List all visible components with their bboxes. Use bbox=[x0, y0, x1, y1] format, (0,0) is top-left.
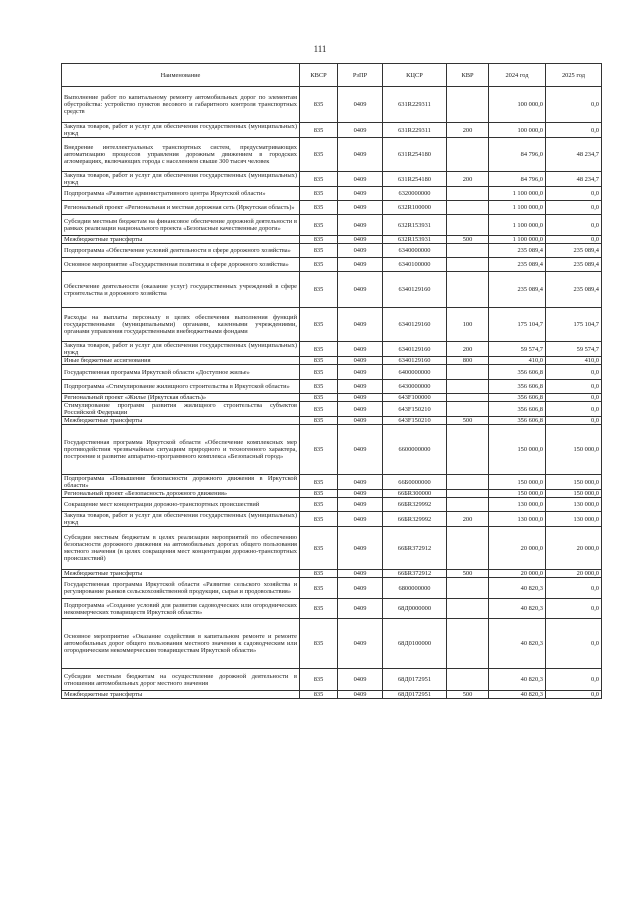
row-rzpr: 0409 bbox=[338, 570, 383, 578]
row-kcsr: 6340129160 bbox=[383, 342, 447, 357]
row-kvsr: 835 bbox=[300, 475, 338, 490]
row-rzpr: 0409 bbox=[338, 308, 383, 342]
row-amount-2024: 20 000,0 bbox=[489, 570, 546, 578]
row-name: Иные бюджетные ассигнования bbox=[62, 357, 300, 365]
row-amount-2025: 130 000,0 bbox=[546, 498, 602, 512]
row-kcsr: 66БR329992 bbox=[383, 512, 447, 527]
row-kvsr: 835 bbox=[300, 512, 338, 527]
row-kvsr: 835 bbox=[300, 402, 338, 417]
row-kvr bbox=[447, 365, 489, 380]
row-kvr bbox=[447, 599, 489, 619]
row-rzpr: 0409 bbox=[338, 417, 383, 425]
row-kvsr: 835 bbox=[300, 498, 338, 512]
row-name: Закупка товаров, работ и услуг для обеспечения государственных (муниципальных) нужд bbox=[62, 342, 300, 357]
col-header-rzpr: РзПР bbox=[338, 64, 383, 87]
row-name: Региональный проект «Безопасность дорожного движения» bbox=[62, 490, 300, 498]
row-rzpr: 0409 bbox=[338, 201, 383, 215]
row-kcsr: 632R100000 bbox=[383, 201, 447, 215]
row-name: Субсидии местным бюджетам на осуществление дорожной деятельности в отношении автомобильных дорог местного значения bbox=[62, 669, 300, 691]
row-amount-2024: 130 000,0 bbox=[489, 498, 546, 512]
row-kvr bbox=[447, 578, 489, 599]
row-kvsr: 835 bbox=[300, 669, 338, 691]
row-rzpr: 0409 bbox=[338, 87, 383, 123]
budget-table bbox=[61, 63, 602, 699]
row-name: Основное мероприятие «Государственная политика в сфере дорожного хозяйства» bbox=[62, 258, 300, 272]
row-amount-2025: 0,0 bbox=[546, 365, 602, 380]
row-rzpr: 0409 bbox=[338, 394, 383, 402]
row-name: Государственная программа Иркутской области «Доступное жилье» bbox=[62, 365, 300, 380]
row-kcsr: 6800000000 bbox=[383, 578, 447, 599]
table-row bbox=[62, 490, 602, 498]
row-name: Государственная программа Иркутской области «Развитие сельского хозяйства и регулирование рынков сельскохозяйственной продукции, сырья и продовольствия» bbox=[62, 578, 300, 599]
table-row bbox=[62, 365, 602, 380]
row-amount-2024: 84 796,0 bbox=[489, 138, 546, 172]
table-row bbox=[62, 691, 602, 699]
row-name: Закупка товаров, работ и услуг для обеспечения государственных (муниципальных) нужд bbox=[62, 512, 300, 527]
row-kvr bbox=[447, 402, 489, 417]
row-rzpr: 0409 bbox=[338, 365, 383, 380]
row-kvr bbox=[447, 527, 489, 570]
row-kvr: 100 bbox=[447, 308, 489, 342]
table-row bbox=[62, 357, 602, 365]
row-amount-2024: 1 100 000,0 bbox=[489, 215, 546, 236]
col-header-2024: 2024 год bbox=[489, 64, 546, 87]
row-name: Государственная программа Иркутской области «Обеспечение комплексных мер противодействия чрезвычайным ситуациям природного и техногенного характера, построение и развитие аппаратно-программного комплекса «Безопасный город» bbox=[62, 425, 300, 475]
row-name: Межбюджетные трансферты bbox=[62, 236, 300, 244]
row-kvr: 500 bbox=[447, 570, 489, 578]
row-kvsr: 835 bbox=[300, 691, 338, 699]
row-kvsr: 835 bbox=[300, 527, 338, 570]
row-kvr: 500 bbox=[447, 417, 489, 425]
row-kvr bbox=[447, 425, 489, 475]
row-amount-2024: 84 796,0 bbox=[489, 172, 546, 187]
row-amount-2025: 20 000,0 bbox=[546, 527, 602, 570]
row-kvsr: 835 bbox=[300, 417, 338, 425]
row-kcsr: 6340129160 bbox=[383, 272, 447, 308]
row-amount-2025: 0,0 bbox=[546, 215, 602, 236]
row-rzpr: 0409 bbox=[338, 619, 383, 669]
row-rzpr: 0409 bbox=[338, 236, 383, 244]
table-row bbox=[62, 308, 602, 342]
table-row bbox=[62, 425, 602, 475]
row-kcsr: 6320000000 bbox=[383, 187, 447, 201]
row-kcsr: 631R254180 bbox=[383, 138, 447, 172]
row-kvsr: 835 bbox=[300, 308, 338, 342]
table-row bbox=[62, 394, 602, 402]
row-amount-2025: 0,0 bbox=[546, 669, 602, 691]
table-row bbox=[62, 402, 602, 417]
row-rzpr: 0409 bbox=[338, 244, 383, 258]
row-kvr bbox=[447, 215, 489, 236]
row-amount-2025: 0,0 bbox=[546, 201, 602, 215]
row-amount-2024: 150 000,0 bbox=[489, 475, 546, 490]
row-name: Подпрограмма «Создание условий для развития садоводческих или огороднических некоммерческих товариществ Иркутской области» bbox=[62, 599, 300, 619]
row-kvr: 200 bbox=[447, 512, 489, 527]
row-kvsr: 835 bbox=[300, 244, 338, 258]
row-amount-2025: 150 000,0 bbox=[546, 475, 602, 490]
row-amount-2025: 20 000,0 bbox=[546, 570, 602, 578]
row-amount-2025: 0,0 bbox=[546, 380, 602, 394]
col-header-name: Наименование bbox=[62, 64, 300, 87]
row-amount-2024: 40 820,3 bbox=[489, 619, 546, 669]
row-rzpr: 0409 bbox=[338, 475, 383, 490]
row-kvr: 200 bbox=[447, 342, 489, 357]
row-kvsr: 835 bbox=[300, 357, 338, 365]
row-kcsr: 68Д0172951 bbox=[383, 669, 447, 691]
row-kcsr: 68Д0172951 bbox=[383, 691, 447, 699]
row-amount-2024: 150 000,0 bbox=[489, 425, 546, 475]
row-amount-2024: 1 100 000,0 bbox=[489, 236, 546, 244]
row-name: Основное мероприятие «Оказание содействия в капитальном ремонте и ремонте автомобильных дорог общего пользования местного значения к садоводческим или огородническим некоммерческим товариществам Иркутской области» bbox=[62, 619, 300, 669]
row-kvsr: 835 bbox=[300, 215, 338, 236]
row-kvr bbox=[447, 669, 489, 691]
row-rzpr: 0409 bbox=[338, 172, 383, 187]
row-amount-2025: 0,0 bbox=[546, 236, 602, 244]
row-kvsr: 835 bbox=[300, 599, 338, 619]
table-row bbox=[62, 258, 602, 272]
row-kcsr: 632R153931 bbox=[383, 215, 447, 236]
row-amount-2024: 20 000,0 bbox=[489, 527, 546, 570]
row-kvsr: 835 bbox=[300, 380, 338, 394]
row-rzpr: 0409 bbox=[338, 123, 383, 138]
page-number: 111 bbox=[313, 44, 327, 54]
row-amount-2025: 59 574,7 bbox=[546, 342, 602, 357]
row-name: Межбюджетные трансферты bbox=[62, 570, 300, 578]
table-row bbox=[62, 138, 602, 172]
row-kvr: 500 bbox=[447, 691, 489, 699]
table-row bbox=[62, 236, 602, 244]
row-name: Стимулирование программ развития жилищного строительства субъектов Российской Федерации bbox=[62, 402, 300, 417]
row-amount-2024: 100 000,0 bbox=[489, 123, 546, 138]
row-rzpr: 0409 bbox=[338, 138, 383, 172]
row-name: Закупка товаров, работ и услуг для обеспечения государственных (муниципальных) нужд bbox=[62, 172, 300, 187]
table-row bbox=[62, 599, 602, 619]
row-kvr bbox=[447, 498, 489, 512]
row-amount-2025: 0,0 bbox=[546, 187, 602, 201]
row-amount-2024: 410,0 bbox=[489, 357, 546, 365]
row-name: Закупка товаров, работ и услуг для обеспечения государственных (муниципальных) нужд bbox=[62, 123, 300, 138]
row-name: Межбюджетные трансферты bbox=[62, 417, 300, 425]
row-rzpr: 0409 bbox=[338, 357, 383, 365]
row-amount-2025: 48 234,7 bbox=[546, 172, 602, 187]
row-name: Сокращение мест концентрации дорожно-транспортных происшествий bbox=[62, 498, 300, 512]
row-rzpr: 0409 bbox=[338, 258, 383, 272]
table-row bbox=[62, 172, 602, 187]
row-amount-2025: 235 089,4 bbox=[546, 272, 602, 308]
table-row bbox=[62, 475, 602, 490]
row-rzpr: 0409 bbox=[338, 272, 383, 308]
row-amount-2024: 235 089,4 bbox=[489, 258, 546, 272]
row-amount-2025: 0,0 bbox=[546, 123, 602, 138]
col-header-kcsr: КЦСР bbox=[383, 64, 447, 87]
row-kvsr: 835 bbox=[300, 394, 338, 402]
row-kcsr: 6340000000 bbox=[383, 244, 447, 258]
row-kcsr: 66БR372912 bbox=[383, 570, 447, 578]
row-amount-2025: 130 000,0 bbox=[546, 512, 602, 527]
table-row bbox=[62, 527, 602, 570]
row-kcsr: 631R229311 bbox=[383, 123, 447, 138]
row-kvr: 200 bbox=[447, 123, 489, 138]
row-kvsr: 835 bbox=[300, 578, 338, 599]
row-kcsr: 6430000000 bbox=[383, 380, 447, 394]
row-rzpr: 0409 bbox=[338, 498, 383, 512]
row-kcsr: 643F150210 bbox=[383, 402, 447, 417]
row-amount-2025: 150 000,0 bbox=[546, 490, 602, 498]
row-kvr: 500 bbox=[447, 236, 489, 244]
row-kvr bbox=[447, 187, 489, 201]
table-row bbox=[62, 244, 602, 258]
table-row bbox=[62, 123, 602, 138]
row-kvsr: 835 bbox=[300, 123, 338, 138]
row-amount-2025: 0,0 bbox=[546, 619, 602, 669]
row-amount-2024: 130 000,0 bbox=[489, 512, 546, 527]
row-amount-2024: 59 574,7 bbox=[489, 342, 546, 357]
row-kcsr: 6340129160 bbox=[383, 357, 447, 365]
row-amount-2024: 150 000,0 bbox=[489, 490, 546, 498]
table-row bbox=[62, 570, 602, 578]
col-header-kvr: КВР bbox=[447, 64, 489, 87]
table-row bbox=[62, 342, 602, 357]
row-name: Подпрограмма «Обеспечение условий деятельности в сфере дорожного хозяйства» bbox=[62, 244, 300, 258]
row-kvsr: 835 bbox=[300, 425, 338, 475]
row-amount-2024: 40 820,3 bbox=[489, 691, 546, 699]
table-row bbox=[62, 215, 602, 236]
row-name: Подпрограмма «Повышение безопасности дорожного движения в Иркутской области» bbox=[62, 475, 300, 490]
row-kvr bbox=[447, 475, 489, 490]
row-amount-2025: 0,0 bbox=[546, 417, 602, 425]
row-kvr bbox=[447, 490, 489, 498]
row-kcsr: 68Д0000000 bbox=[383, 599, 447, 619]
row-kvsr: 835 bbox=[300, 272, 338, 308]
row-kvsr: 835 bbox=[300, 258, 338, 272]
row-kcsr: 632R153931 bbox=[383, 236, 447, 244]
row-amount-2024: 235 089,4 bbox=[489, 272, 546, 308]
row-kvsr: 835 bbox=[300, 365, 338, 380]
row-name: Межбюджетные трансферты bbox=[62, 691, 300, 699]
row-rzpr: 0409 bbox=[338, 490, 383, 498]
row-kcsr: 68Д0100000 bbox=[383, 619, 447, 669]
row-rzpr: 0409 bbox=[338, 380, 383, 394]
row-rzpr: 0409 bbox=[338, 527, 383, 570]
row-amount-2024: 356 606,8 bbox=[489, 380, 546, 394]
table-row bbox=[62, 187, 602, 201]
row-kvsr: 835 bbox=[300, 187, 338, 201]
table-header-row bbox=[62, 64, 602, 87]
row-rzpr: 0409 bbox=[338, 342, 383, 357]
row-kvr: 200 bbox=[447, 172, 489, 187]
row-kvr bbox=[447, 619, 489, 669]
table-row bbox=[62, 380, 602, 394]
row-rzpr: 0409 bbox=[338, 578, 383, 599]
row-amount-2025: 150 000,0 bbox=[546, 425, 602, 475]
row-name: Региональный проект «Региональная и местная дорожная сеть (Иркутская область)» bbox=[62, 201, 300, 215]
row-amount-2025: 235 089,4 bbox=[546, 244, 602, 258]
row-name: Подпрограмма «Стимулирование жилищного строительства в Иркутской области» bbox=[62, 380, 300, 394]
row-name: Подпрограмма «Развитие административного центра Иркутской области» bbox=[62, 187, 300, 201]
table-row bbox=[62, 417, 602, 425]
row-amount-2024: 356 606,8 bbox=[489, 365, 546, 380]
row-kvsr: 835 bbox=[300, 342, 338, 357]
row-amount-2025: 0,0 bbox=[546, 402, 602, 417]
row-amount-2024: 356 606,8 bbox=[489, 394, 546, 402]
table-row bbox=[62, 669, 602, 691]
row-amount-2024: 40 820,3 bbox=[489, 599, 546, 619]
row-kcsr: 66БR329992 bbox=[383, 498, 447, 512]
table-row bbox=[62, 201, 602, 215]
table-row bbox=[62, 512, 602, 527]
row-name: Субсидии местным бюджетам на финансовое обеспечение дорожной деятельности в рамках реализации национального проекта «Безопасные качественные дороги» bbox=[62, 215, 300, 236]
row-name: Обеспечение деятельности (оказание услуг) государственных учреждений в сфере строительства и дорожного хозяйства bbox=[62, 272, 300, 308]
row-amount-2024: 175 104,7 bbox=[489, 308, 546, 342]
row-kvr bbox=[447, 87, 489, 123]
row-amount-2024: 1 100 000,0 bbox=[489, 201, 546, 215]
row-amount-2025: 0,0 bbox=[546, 394, 602, 402]
row-amount-2024: 356 606,8 bbox=[489, 417, 546, 425]
row-kvr bbox=[447, 258, 489, 272]
row-rzpr: 0409 bbox=[338, 512, 383, 527]
table-row bbox=[62, 87, 602, 123]
row-amount-2024: 40 820,3 bbox=[489, 669, 546, 691]
row-rzpr: 0409 bbox=[338, 187, 383, 201]
row-kvsr: 835 bbox=[300, 138, 338, 172]
row-kvsr: 835 bbox=[300, 87, 338, 123]
row-kcsr: 6600000000 bbox=[383, 425, 447, 475]
row-kcsr: 6340129160 bbox=[383, 308, 447, 342]
row-kcsr: 631R254180 bbox=[383, 172, 447, 187]
row-kvr bbox=[447, 244, 489, 258]
table-row bbox=[62, 272, 602, 308]
row-rzpr: 0409 bbox=[338, 691, 383, 699]
row-kcsr: 643F150210 bbox=[383, 417, 447, 425]
row-kvr bbox=[447, 272, 489, 308]
col-header-2025: 2025 год bbox=[546, 64, 602, 87]
row-kcsr: 66БR300000 bbox=[383, 490, 447, 498]
row-rzpr: 0409 bbox=[338, 402, 383, 417]
row-kvsr: 835 bbox=[300, 570, 338, 578]
row-kcsr: 66БR372912 bbox=[383, 527, 447, 570]
row-name: Внедрение интеллектуальных транспортных систем, предусматривающих автоматизацию процессов управления дорожным движением в городских агломерациях, включающих города с населением свыше 300 тысяч человек bbox=[62, 138, 300, 172]
table-row bbox=[62, 619, 602, 669]
row-name: Выполнение работ по капитальному ремонту автомобильных дорог по элементам обустройства: устройство пунктов весового и габаритного контроля транспортных средств bbox=[62, 87, 300, 123]
row-kcsr: 6340100000 bbox=[383, 258, 447, 272]
row-kcsr: 6400000000 bbox=[383, 365, 447, 380]
row-kvsr: 835 bbox=[300, 490, 338, 498]
row-rzpr: 0409 bbox=[338, 215, 383, 236]
row-name: Региональный проект «Жилье (Иркутская область)» bbox=[62, 394, 300, 402]
row-kvr: 800 bbox=[447, 357, 489, 365]
row-amount-2024: 1 100 000,0 bbox=[489, 187, 546, 201]
row-name: Расходы на выплаты персоналу в целях обеспечения выполнения функций государственными (муниципальными) органами, казенными учреждениями, органами управления государственными внебюджетными фондами bbox=[62, 308, 300, 342]
col-header-kvsr: КВСР bbox=[300, 64, 338, 87]
row-kvsr: 835 bbox=[300, 201, 338, 215]
row-rzpr: 0409 bbox=[338, 425, 383, 475]
row-kcsr: 643F100000 bbox=[383, 394, 447, 402]
table-row bbox=[62, 578, 602, 599]
row-amount-2025: 48 234,7 bbox=[546, 138, 602, 172]
row-amount-2025: 175 104,7 bbox=[546, 308, 602, 342]
row-amount-2024: 40 820,3 bbox=[489, 578, 546, 599]
row-rzpr: 0409 bbox=[338, 669, 383, 691]
row-kcsr: 66Б0000000 bbox=[383, 475, 447, 490]
row-kvr bbox=[447, 138, 489, 172]
row-amount-2024: 100 000,0 bbox=[489, 87, 546, 123]
row-amount-2025: 0,0 bbox=[546, 691, 602, 699]
row-rzpr: 0409 bbox=[338, 599, 383, 619]
row-amount-2025: 0,0 bbox=[546, 87, 602, 123]
table-row bbox=[62, 498, 602, 512]
row-kcsr: 631R229311 bbox=[383, 87, 447, 123]
row-amount-2025: 235 089,4 bbox=[546, 258, 602, 272]
row-kvr bbox=[447, 380, 489, 394]
row-kvsr: 835 bbox=[300, 236, 338, 244]
row-amount-2025: 0,0 bbox=[546, 599, 602, 619]
row-amount-2025: 0,0 bbox=[546, 578, 602, 599]
row-amount-2024: 356 606,8 bbox=[489, 402, 546, 417]
row-kvr bbox=[447, 201, 489, 215]
row-name: Субсидии местным бюджетам в целях реализации мероприятий по обеспечению безопасности дорожного движения на автомобильных дорогах общего пользования местного значения (в целях сокращения мест концентрации дорожно-транспортных происшествий) bbox=[62, 527, 300, 570]
row-amount-2024: 235 089,4 bbox=[489, 244, 546, 258]
row-amount-2025: 410,0 bbox=[546, 357, 602, 365]
row-kvsr: 835 bbox=[300, 619, 338, 669]
row-kvr bbox=[447, 394, 489, 402]
row-kvsr: 835 bbox=[300, 172, 338, 187]
